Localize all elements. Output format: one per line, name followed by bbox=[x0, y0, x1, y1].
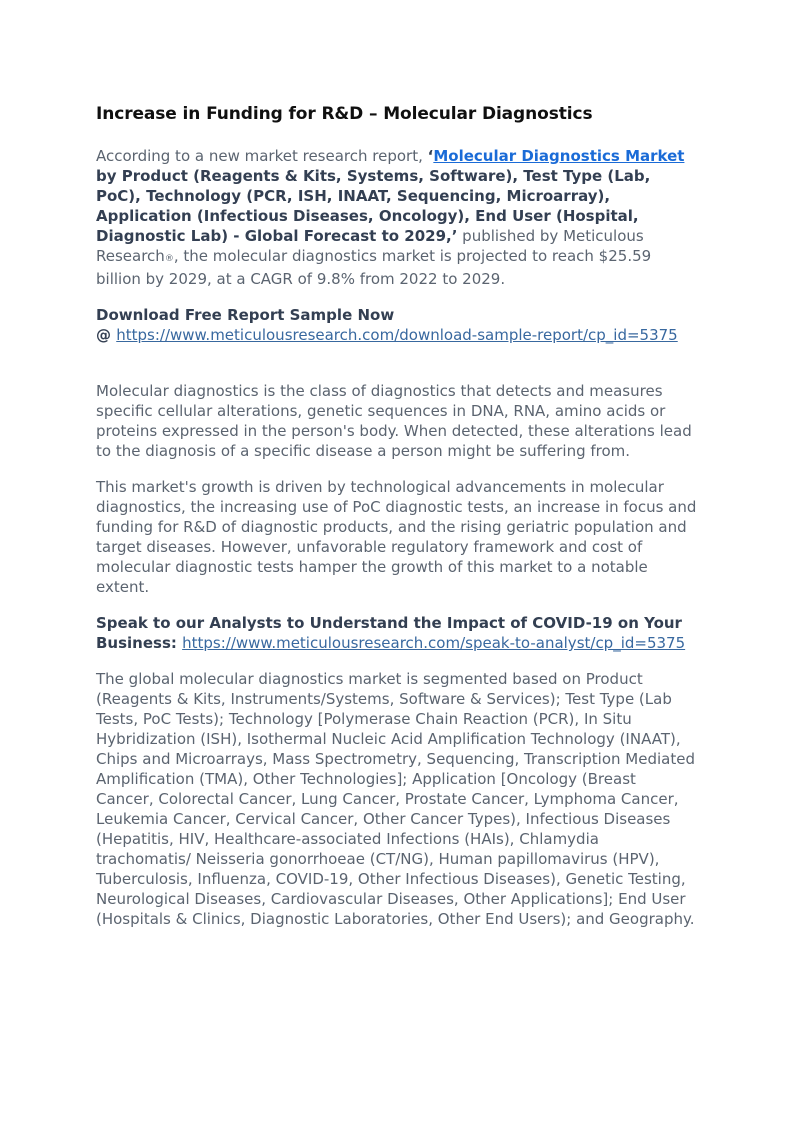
registered-trademark-symbol: ® bbox=[164, 254, 174, 264]
market-segmentation-paragraph: The global molecular diagnostics market is segmented based on Product (Reagents & Kits, Instruments/Systems, Software & Services); Test Type (Lab Tests, PoC Tests); Technology [Polymerase Chain Reaction (PCR), In Situ Hybridization (ISH), Isothermal Nucleic Acid Amplification Technology (INAAT), Chips and Microarrays, Mass Spectrometry, Sequencing, Transcription Mediated Amplification (TMA), Other Technologies]; Application [Oncology (Breast Cancer, Colorectal Cancer, Lung Cancer, Prostate Cancer, Lymphoma Cancer, Leukemia Cancer, Cervical Cancer, Other Cancer Types), Infectious Diseases (Hepatitis, HIV, Healthcare-associated Infections (HAIs), Chlamydia trachomatis/ Neisseria gonorrhoeae (CT/NG), Human papillomavirus (HPV), Tuberculosis, Influenza, COVID-19, Other Infectious Diseases), Genetic Testing, Neurological Diseases, Cardiovascular Diseases, Other Applications]; End User (Hospitals & Clinics, Diagnostic Laboratories, Other End Users); and Geography. bbox=[96, 670, 695, 928]
publisher-text: published by Meticulous Research bbox=[96, 227, 644, 265]
definition-paragraph: Molecular diagnostics is the class of diagnostics that detects and measures specific cellular alterations, genetic sequences in DNA, RNA, amino acids or proteins expressed in the person's body. When detected, these alterations lead to the diagnosis of a specific disease a person might be suffering from. bbox=[96, 382, 692, 460]
speak-to-analyst-link[interactable]: https://www.meticulousresearch.com/speak-to-analyst/cp_id=5375 bbox=[182, 634, 686, 652]
download-sample-link[interactable]: https://www.meticulousresearch.com/download-sample-report/cp_id=5375 bbox=[116, 326, 678, 344]
intro-paragraph bbox=[96, 146, 697, 289]
report-title-link[interactable]: Molecular Diagnostics Market bbox=[433, 147, 685, 165]
speak-to-analyst-paragraph bbox=[96, 613, 697, 653]
download-sample-label: Download Free Report Sample Now bbox=[96, 306, 395, 324]
page-title: Increase in Funding for R&D – Molecular Diagnostics bbox=[96, 104, 593, 124]
intro-lead-text: According to a new market research report, bbox=[96, 147, 428, 165]
download-sample-paragraph bbox=[96, 305, 697, 345]
intro-open-quote: ‘ bbox=[427, 147, 434, 165]
at-symbol: @ bbox=[96, 326, 117, 344]
speak-to-analyst-label: Speak to our Analysts to Understand the Impact of COVID-19 on Your Business: bbox=[96, 614, 682, 652]
growth-drivers-paragraph: This market's growth is driven by technological advancements in molecular diagnostics, the increasing use of PoC diagnostic tests, an increase in focus and funding for R&D of diagnostic products, and the rising geriatric population and target diseases. However, unfavorable regulatory framework and cost of molecular diagnostic tests hamper the growth of this market to a notable extent. bbox=[96, 478, 697, 596]
forecast-text: , the molecular diagnostics market is projected to reach $25.59 billion by 2029, at a CAGR of 9.8% from 2022 to 2029. bbox=[96, 247, 652, 288]
report-scope-text: by Product (Reagents & Kits, Systems, Software), Test Type (Lab, PoC), Technology (PCR, ISH, INAAT, Sequencing, Microarray), Application (Infectious Diseases, Oncology), End User (Hospital, Diagnostic Lab) - Global Forecast to 2029,’ bbox=[96, 167, 651, 245]
